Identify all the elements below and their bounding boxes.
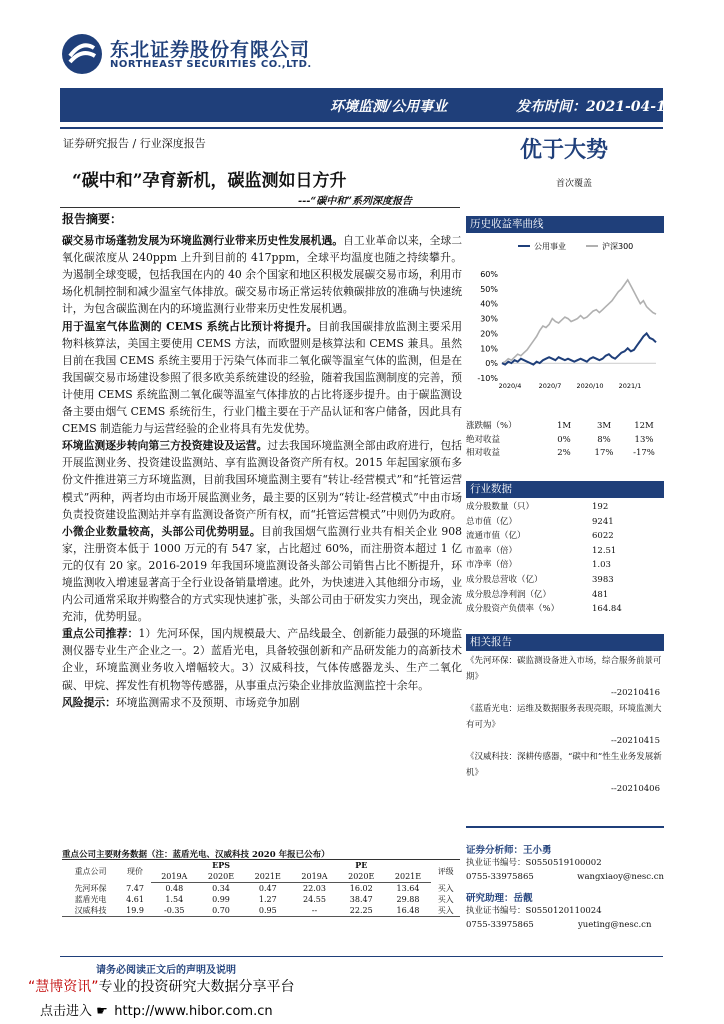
- summary-paragraph: 用于温室气体监测的 CEMS 系统占比预计将提升。目前我国碳排放监测主要采用物料核算法，美国主要使用 CEMS 方法，而欧盟则是核算法和 CEMS 兼具。虽然目前在我国 CEMS 系统主要用于污染气体而非二氧化碳等温室气体的监测，但是在我国碳交易市场建设参照了很多欧美系统建设的经验，随着我国监测制度的完善，预计使用 CEMS 系统监测二氧化碳等温室气体排放的占比将逐步提升。由于碳监测设备主要由烟气 CEMS 系统衍生，行业门槛主要在于产品认证和客户储备，因此具有 CEMS 制造能力与运营经验的企业将具有先发优势。: [62, 319, 463, 436]
- analyst-email[interactable]: yueting@nesc.cn: [578, 920, 652, 930]
- report-title: “碳中和”孕育新机，碳监测如日方升: [72, 171, 347, 191]
- y-tick-label: 0%: [485, 359, 498, 369]
- footer-brand: “慧博资讯”专业的投资研究大数据分享平台: [28, 979, 295, 995]
- industry-row: 流通市值（亿） 6022: [466, 531, 614, 542]
- legend-label: 公用事业: [534, 242, 566, 251]
- series-line: [502, 333, 656, 364]
- fin-row: 先河环保 7.47 0.48 0.34 0.47 22.03 16.02 13.64 买入: [74, 883, 454, 893]
- report-link[interactable]: 《先河环保：碳监测设备进入市场，综合服务前景可期》: [466, 656, 662, 682]
- analysts: [466, 826, 664, 932]
- company-name-en: NORTHEAST SECURITIES CO.,LTD.: [110, 59, 312, 70]
- summary-paragraph: 环境监测逐步转向第三方投资建设及运营。过去我国环境监测全部由政府进行，包括开展监测业务、投资建设监测站、享有监测设备资产所有权。2015 年起国家颁布多份文件推进第三方环境监测，目前我国环境监测主要有“转让-经营模式”和“托管运营模式”两种，两者均由市场开展监测业务，最主要的区别为“转让-经营模式”中由市场负责投资建设监测站并享有监测设备资产所有权，而“托管运营模式”中则仍为政府。: [62, 439, 463, 521]
- y-tick-label: 40%: [480, 299, 498, 309]
- fin-col-pe: PE: [355, 860, 368, 870]
- rating: 优于大势: [520, 137, 609, 163]
- industry-row: 成分股资产负债率（%） 164.84: [466, 604, 622, 615]
- industry-row: 成分股总净利润（亿） 481: [466, 589, 609, 600]
- reports-heading: 相关报告: [466, 634, 664, 651]
- analyst-id: 执业证书编号：S0550519100002: [466, 858, 602, 868]
- analyst-contact: 0755-33975865 wangxiaoy@nesc.cn: [466, 872, 664, 882]
- company-logo: [62, 34, 102, 74]
- summary-paragraph: 小微企业数量较高，头部公司优势明显。目前我国烟气监测行业共有相关企业 908 家，注册资本低于 1000 万元的有 547 家，占比超过 60%，而注册资本超过 1 亿元的仅有 20 家。2016-2019 年我国环境监测设备头部公司销售占比不断提升，环境监测收入增速显著高于全行业设备销量增速。此外，为快速进入其他细分市场，业内公司通常采取并购整合的方式实现快速扩张，头部公司由于研发实力突出，现金流充沛，优势明显。: [62, 524, 462, 624]
- analyst-title: 研究助理：岳靓: [466, 893, 533, 904]
- chart-heading: 历史收益率曲线: [466, 216, 664, 233]
- x-tick-label: 2020/10: [576, 382, 604, 390]
- returns-header-row: 涨跌幅（%） 1M 3M 12M: [466, 421, 654, 431]
- industry-data: [466, 481, 664, 617]
- y-tick-label: 60%: [480, 270, 498, 279]
- summary-heading: 报告摘要：: [62, 212, 123, 226]
- summary-paragraph: 碳交易市场蓬勃发展为环境监测行业带来历史性发展机遇。自工业革命以来，全球二氧化碳浓度从 240ppm 上升到目前的 417ppm，全球平均温度也随之持续攀升。为遏制全球变暖，包括我国在内的 40 余个国家和地区积极发展碳交易市场，利用市场化机制控制和减少温室气体排放。碳交易市场正常运转依赖碳排放的准确与快速统计，为包含碳监测在内的环境监测行业带来历史性发展机遇。: [62, 234, 463, 316]
- company-name-cn: 东北证券股份有限公司: [110, 39, 311, 61]
- fin-col-price: 现价: [127, 866, 144, 876]
- publish-date: 发布时间：2021-04-18: [516, 99, 676, 115]
- y-tick-label: 10%: [480, 344, 498, 354]
- fin-col-company: 重点公司: [74, 866, 107, 876]
- y-tick-label: 50%: [480, 284, 498, 294]
- related-reports: [466, 634, 664, 797]
- fin-table: 重点公司 现价 EPS PE 评级 2019A 2020E 2021E 2019A 2020E 2021E 先河环保 7.47 0.48 0.34 0.47 22.03 16.02 13.64 买入 蓝盾光电 4.61 1.54 0.99 1.27 24.55 38.47 29.88 买入 汉威科技 19.9 -0.35 0.70 0.95 -- 22.25 16.48 买入: [62, 859, 460, 917]
- chart-section: [466, 216, 664, 233]
- report-link[interactable]: 《蓝盾光电：运维及数据服务表现亮眼，环境监测大有可为》: [466, 704, 662, 730]
- divider: [60, 127, 663, 129]
- returns-chart: [466, 236, 664, 396]
- fin-col-eps: EPS: [212, 860, 230, 870]
- footer-link[interactable]: http://www.hibor.com.cn: [114, 1004, 273, 1019]
- fin-col-rating: 评级: [437, 866, 454, 876]
- y-tick-label: 30%: [480, 314, 498, 324]
- analyst-contact: 0755-33975865 yueting@nesc.cn: [466, 920, 652, 930]
- x-tick-label: 2021/1: [618, 382, 642, 390]
- industry-row: 总市值（亿） 9241: [466, 516, 614, 527]
- y-tick-label: -10%: [477, 374, 498, 383]
- doc-type: 证券研究报告 / 行业深度报告: [63, 137, 206, 150]
- industry-row: 成分股数量（只） 192: [466, 502, 609, 512]
- report-date: --20210416: [610, 688, 660, 698]
- returns-row: 相对收益 2% 17% -17%: [466, 448, 655, 459]
- returns-row: 绝对收益 0% 8% 13%: [466, 434, 654, 445]
- fin-row: 汉威科技 19.9 -0.35 0.70 0.95 -- 22.25 16.48 买入: [62, 905, 460, 917]
- x-tick-label: 2020/7: [538, 382, 562, 390]
- logo-mark-icon: [62, 34, 102, 74]
- industry-row: 市盈率（倍） 12.51: [466, 545, 617, 556]
- returns-table: [466, 420, 664, 461]
- fin-row: 蓝盾光电 4.61 1.54 0.99 1.27 24.55 38.47 29.88 买入: [74, 895, 454, 904]
- industry-row: 成分股总营收（亿） 3983: [466, 574, 614, 585]
- industry-label: 环境监测/公用事业: [330, 99, 448, 115]
- analyst-id: 执业证书编号：S0550120110024: [466, 906, 602, 916]
- pointer-hand-icon: ☛: [96, 1004, 108, 1019]
- report-date: --20210415: [610, 736, 660, 746]
- industry-heading: 行业数据: [466, 481, 664, 498]
- legend-label: 沪深300: [602, 242, 634, 251]
- summary-paragraph: 重点公司推荐：1）先河环保，国内规模最大、产品线最全、创新能力最强的环境监测仪器专业生产企业之一。2）蓝盾光电，具备较强创新和产品研发能力的高新技术企业，环境监测业务收入增幅较大。3）汉威科技，气体传感器龙头、生产二氧化碳、甲烷、挥发性有机物等传感器，从事重点污染企业排放监测监控十余年。: [62, 627, 463, 692]
- risk-paragraph: 风险提示：环境监测需求不及预期、市场竞争加剧: [62, 695, 300, 709]
- y-tick-label: 20%: [480, 329, 498, 339]
- summary-body: [62, 211, 462, 711]
- x-tick-label: 2020/4: [498, 382, 522, 390]
- divider: [60, 207, 460, 208]
- report-subtitle: ---“碳中和”系列深度报告: [298, 196, 412, 207]
- rating-sub: 首次覆盖: [556, 179, 593, 189]
- fin-table-title: 重点公司主要财务数据（注：蓝盾光电、汉威科技 2020 年报已公布）: [62, 850, 330, 860]
- report-link[interactable]: 《汉威科技：深耕传感器，“碳中和”性生业务发展新机》: [466, 752, 662, 778]
- footer-divider: [60, 956, 663, 957]
- report-date: --20210406: [610, 784, 660, 794]
- analyst-email[interactable]: wangxiaoy@nesc.cn: [577, 872, 664, 882]
- footer-notice: 请务必阅读正文后的声明及说明: [96, 965, 236, 976]
- industry-row: 市净率（倍） 1.03: [466, 560, 611, 571]
- footer-link-line: 点击进入 ☛ http://www.hibor.com.cn: [40, 1004, 273, 1019]
- analyst-title: 证券分析师：王小勇: [466, 845, 552, 856]
